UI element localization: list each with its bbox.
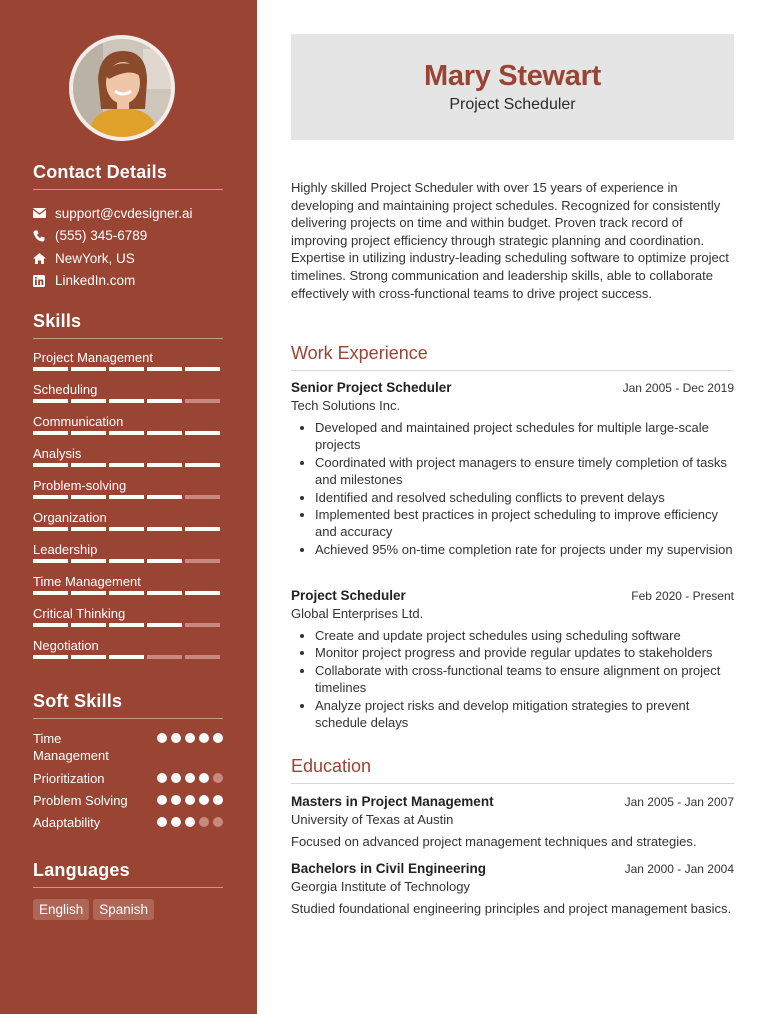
skill-level-bar xyxy=(33,623,220,627)
rating-dot xyxy=(185,733,195,743)
rating-dot xyxy=(199,773,209,783)
skill-level-bar xyxy=(33,431,220,435)
soft-skill-rating xyxy=(157,814,223,831)
contact-location-text: NewYork, US xyxy=(55,250,135,266)
list-item: • Create and update project schedules using scheduling software xyxy=(315,627,734,644)
job-entry xyxy=(291,588,734,731)
skill-level-segment xyxy=(185,527,220,531)
contact-email[interactable] xyxy=(33,202,223,225)
rating-dot xyxy=(157,773,167,783)
language-chip: Spanish xyxy=(93,899,154,920)
education-dates: Jan 2005 - Jan 2007 xyxy=(624,795,734,809)
contact-title: Contact Details xyxy=(33,162,223,190)
skill-name: Analysis xyxy=(33,446,82,461)
skill-name: Project Management xyxy=(33,350,153,365)
languages-section xyxy=(33,860,223,920)
skill-level-segment xyxy=(185,559,220,563)
list-item: • Collaborate with cross-functional teams to ensure alignment on project timelines xyxy=(315,662,734,697)
rating-dot xyxy=(213,795,223,805)
contact-location xyxy=(33,247,223,270)
phone-icon xyxy=(33,230,55,242)
skill-level-segment xyxy=(147,559,182,563)
candidate-role: Project Scheduler xyxy=(449,96,576,113)
skill-level-segment xyxy=(147,399,182,403)
skill-level-segment xyxy=(109,527,144,531)
skill-item xyxy=(33,507,223,539)
rating-dot xyxy=(199,817,209,827)
sidebar xyxy=(0,0,257,1014)
education-title: Education xyxy=(291,756,734,784)
skill-level-bar xyxy=(33,527,220,531)
skill-item xyxy=(33,379,223,411)
candidate-name: Mary Stewart xyxy=(424,60,601,92)
list-item: • Analyze project risks and develop mitigation strategies to prevent schedule delays xyxy=(315,697,734,732)
skills-section xyxy=(33,311,223,667)
contact-linkedin-text: LinkedIn.com xyxy=(55,273,136,289)
school-name: Georgia Institute of Technology xyxy=(291,879,470,894)
skill-level-segment xyxy=(109,463,144,467)
skill-name: Leadership xyxy=(33,542,98,557)
skill-level-segment xyxy=(33,591,68,595)
rating-dot xyxy=(171,817,181,827)
skill-level-segment xyxy=(109,623,144,627)
education-dates: Jan 2000 - Jan 2004 xyxy=(624,862,734,876)
skill-level-segment xyxy=(185,431,220,435)
skill-level-segment xyxy=(147,591,182,595)
skill-level-segment xyxy=(33,527,68,531)
skill-level-segment xyxy=(109,399,144,403)
soft-skill-name: Adaptability xyxy=(33,815,101,830)
skill-level-segment xyxy=(185,655,220,659)
avatar xyxy=(69,35,175,141)
soft-skills-title: Soft Skills xyxy=(33,691,223,719)
soft-skill-item xyxy=(33,814,223,831)
rating-dot xyxy=(213,733,223,743)
skill-level-bar xyxy=(33,399,220,403)
skill-level-segment xyxy=(33,431,68,435)
profile-photo xyxy=(73,39,171,137)
skill-item xyxy=(33,443,223,475)
skill-level-segment xyxy=(71,623,106,627)
list-item: • Coordinated with project managers to ensure timely completion of tasks and milestones xyxy=(315,454,734,489)
contact-email-text: support@cvdesigner.ai xyxy=(55,205,193,221)
work-experience-title: Work Experience xyxy=(291,343,734,371)
soft-skill-rating xyxy=(157,792,223,809)
degree-title: Masters in Project Management xyxy=(291,794,494,809)
job-dates: Jan 2005 - Dec 2019 xyxy=(622,381,734,395)
education-entry xyxy=(291,861,734,917)
skill-item xyxy=(33,539,223,571)
skill-item xyxy=(33,603,223,635)
skill-name: Scheduling xyxy=(33,382,98,397)
skill-level-segment xyxy=(185,463,220,467)
skill-level-segment xyxy=(109,655,144,659)
job-entry xyxy=(291,380,734,558)
skill-level-segment xyxy=(33,559,68,563)
job-bullets xyxy=(291,627,734,731)
job-company: Global Enterprises Ltd. xyxy=(291,606,424,621)
skill-level-segment xyxy=(147,463,182,467)
soft-skill-item xyxy=(33,770,223,787)
skill-name: Problem-solving xyxy=(33,478,127,493)
skill-level-segment xyxy=(185,495,220,499)
skill-name: Negotiation xyxy=(33,638,99,653)
skill-level-segment xyxy=(109,367,144,371)
skill-level-segment xyxy=(33,623,68,627)
skill-level-bar xyxy=(33,559,220,563)
contact-linkedin[interactable] xyxy=(33,270,223,293)
skill-name: Organization xyxy=(33,510,107,525)
skills-title: Skills xyxy=(33,311,223,339)
skill-item xyxy=(33,571,223,603)
skill-level-segment xyxy=(71,527,106,531)
rating-dot xyxy=(199,733,209,743)
job-company: Tech Solutions Inc. xyxy=(291,398,401,413)
skill-level-segment xyxy=(33,463,68,467)
soft-skill-rating xyxy=(157,730,223,764)
home-icon xyxy=(33,253,55,264)
skill-level-segment xyxy=(185,399,220,403)
skill-level-segment xyxy=(185,367,220,371)
skill-level-segment xyxy=(185,591,220,595)
soft-skill-name: Time Management xyxy=(33,731,109,763)
skill-name: Critical Thinking xyxy=(33,606,126,621)
rating-dot xyxy=(185,773,195,783)
degree-title: Bachelors in Civil Engineering xyxy=(291,861,487,876)
skill-level-segment xyxy=(71,463,106,467)
rating-dot xyxy=(171,795,181,805)
rating-dot xyxy=(213,773,223,783)
skill-level-segment xyxy=(33,367,68,371)
school-name: University of Texas at Austin xyxy=(291,812,454,827)
skill-item xyxy=(33,347,223,379)
contact-phone-text: (555) 345-6789 xyxy=(55,228,148,244)
skill-level-segment xyxy=(71,367,106,371)
list-item: • Monitor project progress and provide regular updates to stakeholders xyxy=(315,644,734,661)
soft-skill-rating xyxy=(157,770,223,787)
rating-dot xyxy=(185,817,195,827)
skill-level-segment xyxy=(71,431,106,435)
skill-level-bar xyxy=(33,367,220,371)
rating-dot xyxy=(157,733,167,743)
skill-level-segment xyxy=(33,495,68,499)
skill-name: Communication xyxy=(33,414,124,429)
rating-dot xyxy=(213,817,223,827)
skill-level-bar xyxy=(33,463,220,467)
soft-skill-name: Prioritization xyxy=(33,771,105,786)
language-chip: English xyxy=(33,899,89,920)
soft-skill-name: Problem Solving xyxy=(33,793,128,808)
rating-dot xyxy=(157,795,167,805)
soft-skill-item xyxy=(33,730,223,764)
skill-level-segment xyxy=(147,431,182,435)
languages-title: Languages xyxy=(33,860,223,888)
skill-level-segment xyxy=(147,623,182,627)
skill-level-segment xyxy=(147,655,182,659)
skill-level-segment xyxy=(71,495,106,499)
skill-level-segment xyxy=(147,527,182,531)
skill-level-segment xyxy=(109,495,144,499)
list-item: • Developed and maintained project schedules for multiple large-scale projects xyxy=(315,419,734,454)
soft-skill-item xyxy=(33,792,223,809)
skill-level-segment xyxy=(71,655,106,659)
education-entry xyxy=(291,794,734,850)
skill-name: Time Management xyxy=(33,574,141,589)
job-title: Senior Project Scheduler xyxy=(291,380,452,395)
skill-level-bar xyxy=(33,591,220,595)
list-item: • Achieved 95% on-time completion rate for projects under my supervision xyxy=(315,541,734,558)
skill-level-segment xyxy=(71,399,106,403)
skill-level-segment xyxy=(33,655,68,659)
job-bullets xyxy=(291,419,734,558)
skill-level-segment xyxy=(71,591,106,595)
summary: Highly skilled Project Scheduler with over 15 years of experience in developing and maintaining project schedules. Recognized for consistently delivering projects on time and within budget. Proven track record of improving project efficiency through strategic planning and coordination. Expertise in utilizing industry-leading scheduling software to optimize project timelines. Strong communication and leadership skills, able to collaborate effectively with cross-functional teams to drive project success. xyxy=(291,180,729,301)
rating-dot xyxy=(171,733,181,743)
job-title: Project Scheduler xyxy=(291,588,406,603)
rating-dot xyxy=(171,773,181,783)
education-description: Studied foundational engineering principles and project management basics. xyxy=(291,901,732,916)
skill-level-segment xyxy=(185,623,220,627)
skill-level-segment xyxy=(147,367,182,371)
skill-level-bar xyxy=(33,655,220,659)
skill-item xyxy=(33,635,223,667)
contact-section xyxy=(33,162,223,292)
list-item: • Identified and resolved scheduling conflicts to prevent delays xyxy=(315,489,734,506)
skill-level-segment xyxy=(71,559,106,563)
header xyxy=(291,34,734,140)
envelope-icon xyxy=(33,208,55,218)
rating-dot xyxy=(199,795,209,805)
rating-dot xyxy=(157,817,167,827)
soft-skills-section xyxy=(33,691,223,836)
job-dates: Feb 2020 - Present xyxy=(631,589,734,603)
skill-item xyxy=(33,411,223,443)
rating-dot xyxy=(185,795,195,805)
linkedin-icon xyxy=(33,275,55,287)
list-item: • Implemented best practices in project scheduling to improve efficiency and accuracy xyxy=(315,506,734,541)
skill-level-segment xyxy=(109,431,144,435)
skill-level-segment xyxy=(147,495,182,499)
skill-level-segment xyxy=(109,559,144,563)
skill-item xyxy=(33,475,223,507)
education-description: Focused on advanced project management techniques and strategies. xyxy=(291,834,697,849)
skill-level-segment xyxy=(109,591,144,595)
contact-phone[interactable] xyxy=(33,225,223,248)
skill-level-bar xyxy=(33,495,220,499)
skill-level-segment xyxy=(33,399,68,403)
